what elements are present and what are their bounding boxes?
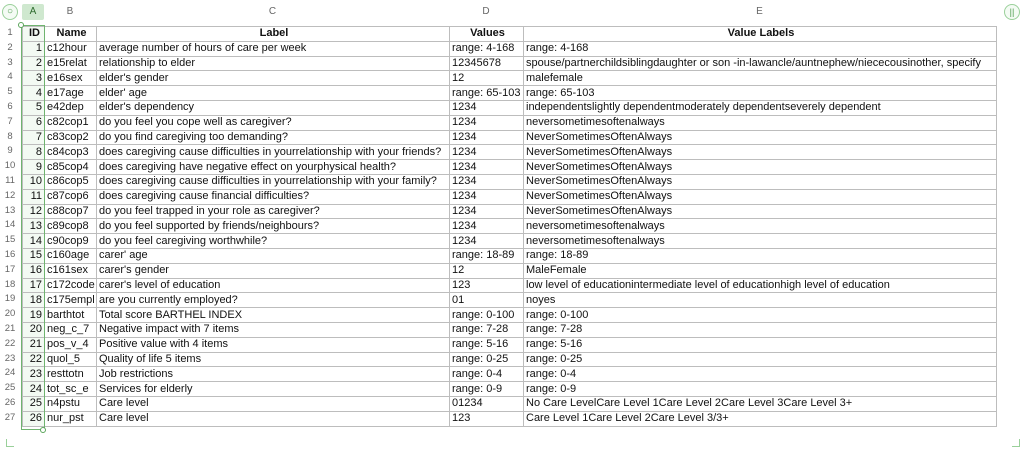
- column-header-c[interactable]: C: [268, 6, 277, 17]
- table-row: [23, 396, 997, 411]
- table-row: [23, 160, 997, 175]
- header-cell-id[interactable]: ID: [23, 27, 45, 42]
- table-cell[interactable]: resttotn: [45, 367, 97, 382]
- table-cell[interactable]: 12: [23, 204, 45, 219]
- table-cell[interactable]: 12: [450, 71, 524, 86]
- table-cell[interactable]: c12hour: [45, 41, 97, 56]
- row-number[interactable]: 10: [4, 160, 16, 172]
- table-row: [23, 130, 997, 145]
- table-cell[interactable]: Negative impact with 7 items: [97, 322, 450, 337]
- table-row: [23, 411, 997, 426]
- table-cell[interactable]: 20: [23, 322, 45, 337]
- table-cell[interactable]: Positive value with 4 items: [97, 337, 450, 352]
- table-cell[interactable]: 8: [23, 145, 45, 160]
- table-cell[interactable]: c161sex: [45, 263, 97, 278]
- row-number[interactable]: 2: [7, 41, 13, 53]
- row-number[interactable]: 16: [4, 249, 16, 260]
- table-cell[interactable]: c83cop2: [45, 130, 97, 145]
- table-cell[interactable]: c89cop8: [45, 219, 97, 234]
- table-cell[interactable]: 01234: [450, 396, 524, 411]
- table-row: [23, 308, 997, 323]
- table-cell[interactable]: e15relat: [45, 56, 97, 71]
- table-cell[interactable]: relationship to elder: [97, 56, 450, 71]
- table-cell[interactable]: range: 0-25: [450, 352, 524, 367]
- row-number[interactable]: 19: [4, 293, 16, 305]
- resize-corner-bottom-left[interactable]: [6, 439, 14, 447]
- table-cell[interactable]: 1234: [450, 219, 524, 234]
- row-number[interactable]: 12: [4, 189, 16, 201]
- table-cell[interactable]: 5: [23, 100, 45, 115]
- table-cell[interactable]: range: 7-28: [524, 322, 997, 337]
- row-number[interactable]: 7: [7, 115, 13, 127]
- row-number[interactable]: 9: [7, 145, 13, 157]
- table-cell[interactable]: neversometimesoftenalways: [524, 234, 997, 249]
- table-cell[interactable]: range: 18-89: [450, 248, 524, 263]
- table-row: [23, 337, 997, 352]
- row-number[interactable]: 14: [4, 219, 16, 231]
- table-cell[interactable]: malefemale: [524, 71, 997, 86]
- column-header-e[interactable]: E: [756, 6, 763, 17]
- table-row: [23, 115, 997, 130]
- table-row: [23, 41, 997, 56]
- table-cell[interactable]: 1234: [450, 130, 524, 145]
- row-number[interactable]: 1: [7, 27, 13, 38]
- table-cell[interactable]: 3: [23, 71, 45, 86]
- table-cell[interactable]: NeverSometimesOftenAlways: [524, 145, 997, 160]
- table-cell[interactable]: does caregiving have negative effect on yourphysical health?: [97, 160, 450, 175]
- table-cell[interactable]: range: 4-168: [524, 41, 997, 56]
- table-row: [23, 56, 997, 71]
- table-cell[interactable]: 21: [23, 337, 45, 352]
- table-cell[interactable]: e42dep: [45, 100, 97, 115]
- table-row: [23, 71, 997, 86]
- table-cell[interactable]: 17: [23, 278, 45, 293]
- table-cell[interactable]: c88cop7: [45, 204, 97, 219]
- table-cell[interactable]: c85cop4: [45, 160, 97, 175]
- table-cell[interactable]: 24: [23, 382, 45, 397]
- row-number[interactable]: 5: [7, 86, 13, 98]
- table-cell[interactable]: c82cop1: [45, 115, 97, 130]
- resize-corner-bottom-right[interactable]: [1012, 439, 1020, 447]
- table-cell[interactable]: range: 0-25: [524, 352, 997, 367]
- table-row: [23, 204, 997, 219]
- row-number[interactable]: 13: [4, 204, 16, 216]
- table-cell[interactable]: range: 0-100: [524, 308, 997, 323]
- row-number[interactable]: 27: [4, 411, 16, 423]
- table-cell[interactable]: noyes: [524, 293, 997, 308]
- table-cell[interactable]: Care level: [97, 411, 450, 426]
- row-number[interactable]: 17: [4, 263, 16, 275]
- table-cell[interactable]: 11: [23, 189, 45, 204]
- table-cell[interactable]: do you feel trapped in your role as caregiver?: [97, 204, 450, 219]
- table-cell[interactable]: No Care LevelCare Level 1Care Level 2Care Level 3Care Level 3+: [524, 396, 997, 411]
- table-cell[interactable]: e16sex: [45, 71, 97, 86]
- table-row: [23, 382, 997, 397]
- header-cell-label[interactable]: Label: [97, 27, 450, 42]
- row-number[interactable]: 25: [4, 382, 16, 394]
- table-cell[interactable]: NeverSometimesOftenAlways: [524, 204, 997, 219]
- table-row: [23, 189, 997, 204]
- table-cell[interactable]: MaleFemale: [524, 263, 997, 278]
- table-cell[interactable]: e17age: [45, 86, 97, 101]
- table-cell[interactable]: c160age: [45, 248, 97, 263]
- header-cell-value-labels[interactable]: Value Labels: [524, 27, 997, 42]
- row-number[interactable]: 23: [4, 352, 16, 364]
- table-cell[interactable]: NeverSometimesOftenAlways: [524, 130, 997, 145]
- table-cell[interactable]: 15: [23, 248, 45, 263]
- table-cell[interactable]: range: 5-16: [450, 337, 524, 352]
- table-cell[interactable]: does caregiving cause financial difficulties?: [97, 189, 450, 204]
- table-cell[interactable]: c172code: [45, 278, 97, 293]
- table-cell[interactable]: 2: [23, 56, 45, 71]
- table-row: [23, 278, 997, 293]
- table-cell[interactable]: 4: [23, 86, 45, 101]
- table-cell[interactable]: elder's gender: [97, 71, 450, 86]
- table-cell[interactable]: 10: [23, 174, 45, 189]
- table-cell[interactable]: NeverSometimesOftenAlways: [524, 160, 997, 175]
- table-cell[interactable]: c86cop5: [45, 174, 97, 189]
- row-number[interactable]: 6: [7, 101, 13, 112]
- row-number[interactable]: 21: [4, 323, 16, 334]
- table-cell[interactable]: 123: [450, 278, 524, 293]
- table-cell[interactable]: 1234: [450, 115, 524, 130]
- column-header-b[interactable]: B: [66, 6, 74, 17]
- table-cell[interactable]: do you feel supported by friends/neighbours?: [97, 219, 450, 234]
- table-cell[interactable]: 12: [450, 263, 524, 278]
- table-cell[interactable]: carer's gender: [97, 263, 450, 278]
- table-row: [23, 174, 997, 189]
- table-cell[interactable]: range: 0-9: [524, 382, 997, 397]
- column-header-d[interactable]: D: [482, 6, 490, 17]
- row-number[interactable]: 22: [4, 337, 16, 349]
- selection-handle-top[interactable]: [18, 22, 24, 28]
- table-cell[interactable]: 1234: [450, 204, 524, 219]
- table-cell[interactable]: 1: [23, 41, 45, 56]
- table-cell[interactable]: independentslightly dependentmoderately dependentseverely dependent: [524, 100, 997, 115]
- row-number[interactable]: 20: [4, 308, 16, 320]
- table-cell[interactable]: do you feel you cope well as caregiver?: [97, 115, 450, 130]
- table-cell[interactable]: do you find caregiving too demanding?: [97, 130, 450, 145]
- header-cell-name[interactable]: Name: [45, 27, 97, 42]
- table-cell[interactable]: 12345678: [450, 56, 524, 71]
- table-cell[interactable]: 9: [23, 160, 45, 175]
- table-cell[interactable]: range: 0-100: [450, 308, 524, 323]
- table-row: [23, 352, 997, 367]
- table-cell[interactable]: Services for elderly: [97, 382, 450, 397]
- table-cell[interactable]: Care level: [97, 396, 450, 411]
- table-cell[interactable]: Care Level 1Care Level 2Care Level 3/3+: [524, 411, 997, 426]
- table-header-row: [23, 27, 997, 42]
- table-cell[interactable]: range: 5-16: [524, 337, 997, 352]
- table-cell[interactable]: range: 0-9: [450, 382, 524, 397]
- table-cell[interactable]: 1234: [450, 189, 524, 204]
- table-cell[interactable]: 1234: [450, 145, 524, 160]
- table-cell[interactable]: neversometimesoftenalways: [524, 115, 997, 130]
- table-row: [23, 219, 997, 234]
- table-cell[interactable]: does caregiving cause difficulties in yourrelationship with your family?: [97, 174, 450, 189]
- table-cell[interactable]: c87cop6: [45, 189, 97, 204]
- table-cell[interactable]: 1234: [450, 174, 524, 189]
- add-sheet-icon[interactable]: ○: [2, 4, 18, 20]
- table-row: [23, 263, 997, 278]
- column-header-a[interactable]: A: [22, 4, 44, 20]
- table-cell[interactable]: nur_pst: [45, 411, 97, 426]
- row-number[interactable]: 11: [5, 175, 15, 186]
- table-cell[interactable]: 01: [450, 293, 524, 308]
- table-cell[interactable]: spouse/partnerchildsiblingdaughter or son -in-lawancle/auntnephew/niececousinother, specify: [524, 56, 997, 71]
- table-cell[interactable]: 26: [23, 411, 45, 426]
- table-row: [23, 145, 997, 160]
- table-cell[interactable]: 123: [450, 411, 524, 426]
- table-cell[interactable]: 6: [23, 115, 45, 130]
- table-row: [23, 367, 997, 382]
- table-cell[interactable]: 25: [23, 396, 45, 411]
- table-cell[interactable]: 19: [23, 308, 45, 323]
- table-cell[interactable]: range: 0-4: [450, 367, 524, 382]
- table-cell[interactable]: barthtot: [45, 308, 97, 323]
- table-row: [23, 86, 997, 101]
- table-cell[interactable]: elder' age: [97, 86, 450, 101]
- table-cell[interactable]: 7: [23, 130, 45, 145]
- row-number[interactable]: 4: [7, 71, 13, 83]
- row-number[interactable]: 26: [4, 397, 16, 408]
- table-cell[interactable]: 1234: [450, 100, 524, 115]
- table-cell[interactable]: range: 0-4: [524, 367, 997, 382]
- spreadsheet-grid: [22, 26, 997, 427]
- table-cell[interactable]: Job restrictions: [97, 367, 450, 382]
- row-number[interactable]: 3: [7, 56, 13, 68]
- table-cell[interactable]: NeverSometimesOftenAlways: [524, 174, 997, 189]
- header-cell-values[interactable]: Values: [450, 27, 524, 42]
- table-cell[interactable]: range: 18-89: [524, 248, 997, 263]
- table-cell[interactable]: c90cop9: [45, 234, 97, 249]
- table-row: [23, 248, 997, 263]
- table-cell[interactable]: does caregiving cause difficulties in yourrelationship with your friends?: [97, 145, 450, 160]
- table-cell[interactable]: neg_c_7: [45, 322, 97, 337]
- selection-handle-bottom[interactable]: [40, 427, 46, 433]
- table-row: [23, 322, 997, 337]
- table-cell[interactable]: range: 7-28: [450, 322, 524, 337]
- table-cell[interactable]: range: 65-103: [524, 86, 997, 101]
- table-cell[interactable]: quol_5: [45, 352, 97, 367]
- table-cell[interactable]: pos_v_4: [45, 337, 97, 352]
- table-row: [23, 293, 997, 308]
- table-cell[interactable]: 14: [23, 234, 45, 249]
- table-cell[interactable]: neversometimesoftenalways: [524, 219, 997, 234]
- row-number[interactable]: 18: [4, 278, 16, 290]
- table-cell[interactable]: elder's dependency: [97, 100, 450, 115]
- table-cell[interactable]: 1234: [450, 160, 524, 175]
- table-row: [23, 234, 997, 249]
- pause-icon[interactable]: ||: [1004, 4, 1020, 20]
- table-cell[interactable]: 16: [23, 263, 45, 278]
- row-number[interactable]: 15: [4, 234, 16, 246]
- table-cell[interactable]: c84cop3: [45, 145, 97, 160]
- table-cell[interactable]: n4pstu: [45, 396, 97, 411]
- table-cell[interactable]: range: 4-168: [450, 41, 524, 56]
- table-cell[interactable]: carer's level of education: [97, 278, 450, 293]
- table-cell[interactable]: Quality of life 5 items: [97, 352, 450, 367]
- table-cell[interactable]: 23: [23, 367, 45, 382]
- row-number[interactable]: 24: [4, 367, 16, 379]
- table-cell[interactable]: low level of educationintermediate level of educationhigh level of education: [524, 278, 997, 293]
- table-cell[interactable]: do you feel caregiving worthwhile?: [97, 234, 450, 249]
- table-cell[interactable]: Total score BARTHEL INDEX: [97, 308, 450, 323]
- table-cell[interactable]: NeverSometimesOftenAlways: [524, 189, 997, 204]
- row-number[interactable]: 8: [7, 130, 13, 142]
- table-cell[interactable]: 22: [23, 352, 45, 367]
- table-cell[interactable]: 1234: [450, 234, 524, 249]
- table-cell[interactable]: c175empl: [45, 293, 97, 308]
- table-cell[interactable]: average number of hours of care per week: [97, 41, 450, 56]
- table-cell[interactable]: range: 65-103: [450, 86, 524, 101]
- table-cell[interactable]: are you currently employed?: [97, 293, 450, 308]
- table-cell[interactable]: tot_sc_e: [45, 382, 97, 397]
- table-cell[interactable]: 13: [23, 219, 45, 234]
- table-cell[interactable]: carer' age: [97, 248, 450, 263]
- table-cell[interactable]: 18: [23, 293, 45, 308]
- table-row: [23, 100, 997, 115]
